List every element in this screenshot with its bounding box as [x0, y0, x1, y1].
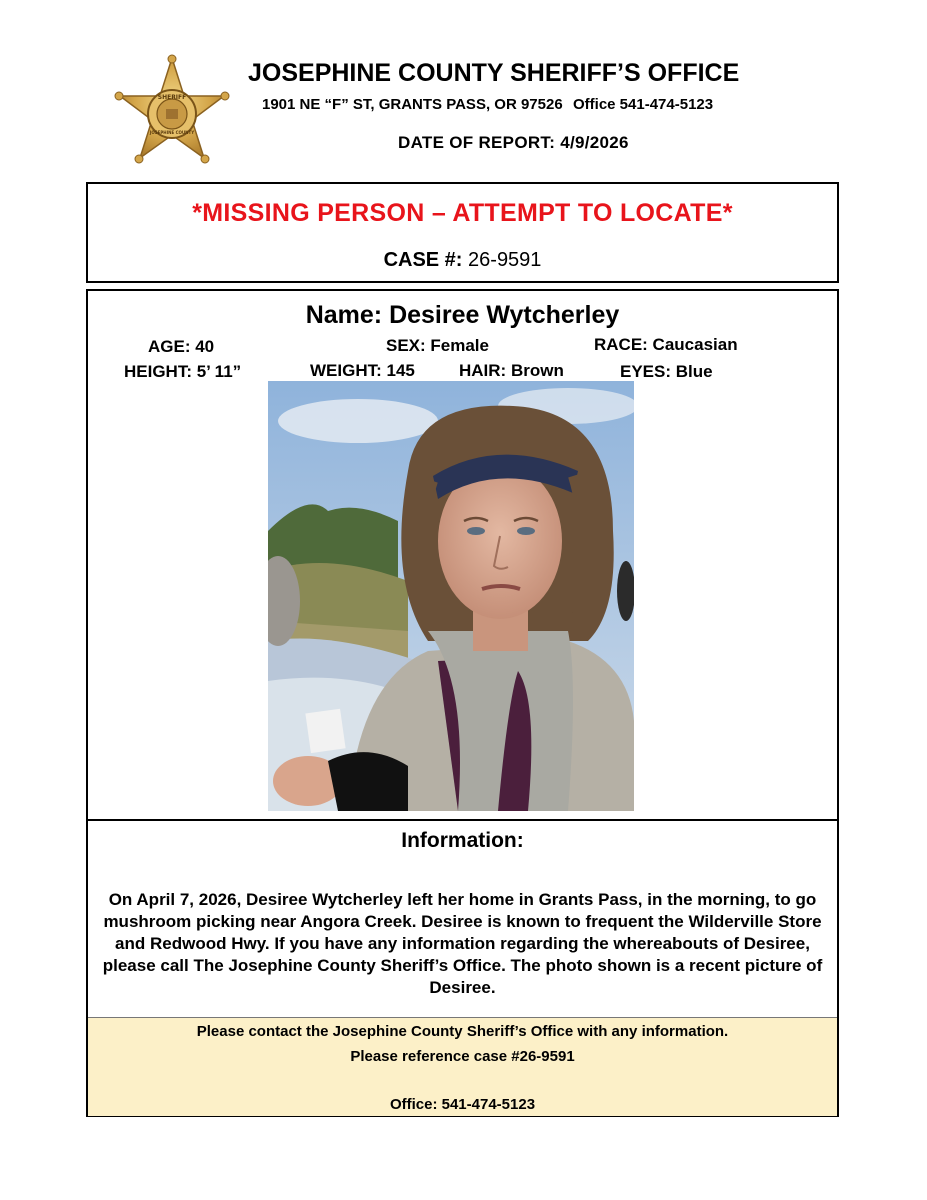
badge-text-bottom: JOSEPHINE COUNTY: [149, 130, 195, 135]
hair-field: HAIR: Brown: [459, 361, 564, 380]
agency-name: JOSEPHINE COUNTY SHERIFF’S OFFICE: [248, 59, 740, 87]
case-number: 26-9591: [468, 249, 542, 271]
weight-field: WEIGHT: 145: [310, 361, 415, 380]
information-heading: Information:: [401, 829, 524, 852]
contact-box: [88, 1017, 837, 1116]
eyes-field: EYES: Blue: [620, 362, 713, 381]
alert-box: [86, 182, 839, 283]
race-field: RACE: Caucasian: [594, 335, 738, 354]
person-name: Name: Desiree Wytcherley: [305, 301, 620, 329]
agency-address: 1901 NE “F” ST, GRANTS PASS, OR 97526: [262, 96, 563, 113]
person-box: [86, 289, 839, 1117]
case-line: [88, 249, 837, 272]
height-field: HEIGHT: 5’ 11”: [124, 362, 242, 381]
contact-instruction: Please contact the Josephine County Sheriff’s Office with any information.: [196, 1023, 729, 1040]
badge-text-top: SHERIFF: [157, 94, 187, 101]
case-label: CASE #:: [383, 249, 463, 271]
sheriff-star-badge-icon: [112, 54, 232, 168]
agency-office-phone: Office 541-474-5123: [573, 96, 714, 113]
missing-person-photo: [268, 381, 634, 811]
alert-title: *MISSING PERSON – ATTEMPT TO LOCATE*: [192, 199, 733, 227]
case-reference: Please reference case #26-9591: [350, 1048, 575, 1065]
information-body: On April 7, 2026, Desiree Wytcherley left her home in Grants Pass, in the morning, to go mushroom picking near Angora Creek. Desiree is known to frequent the Wilderville Store and Redwood Hwy. If you have any information regarding the whereabouts of Desiree, please call The Josephine County Sheriff’s Office. The photo shown is a recent picture of Desiree.: [102, 890, 823, 997]
sex-field: SEX: Female: [386, 336, 489, 355]
contact-phone: Office: 541-474-5123: [389, 1096, 536, 1113]
section-divider: [88, 819, 837, 821]
age-field: AGE: 40: [148, 337, 215, 356]
report-date: DATE OF REPORT: 4/9/2026: [398, 133, 629, 152]
